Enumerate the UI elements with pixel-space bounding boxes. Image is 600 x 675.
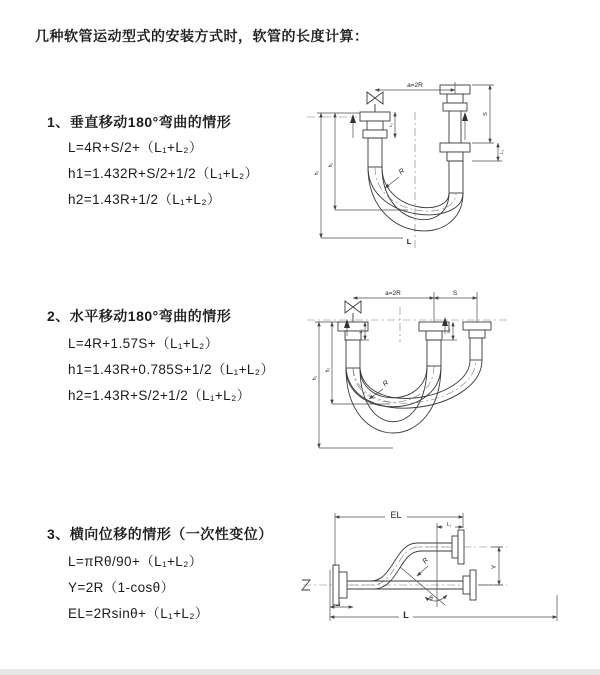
- formula-line: h1=1.43R+0.785S+1/2（L₁+L₂）: [68, 362, 275, 377]
- dim-label-y: Y: [491, 564, 498, 570]
- formula-line: h2=1.43R+S/2+1/2（L₁+L₂）: [68, 388, 251, 403]
- dim-label-l1-left: L₁: [358, 328, 363, 334]
- dim-label-l1-mid: L₁: [446, 328, 451, 334]
- page-title: 几种软管运动型式的安装方式时，软管的长度计算：: [35, 28, 369, 44]
- section-1-heading: 1、垂直移动180°弯曲的情形: [47, 114, 232, 130]
- length-label: L: [403, 610, 409, 620]
- valve-icon: [367, 92, 383, 112]
- dimension-lines: [317, 82, 502, 238]
- hose-curves: [347, 543, 463, 589]
- hose-fittings: [338, 322, 491, 368]
- dimension-lines: [330, 513, 557, 621]
- diagram-vertical-180-bend: [305, 70, 530, 265]
- length-label: L: [406, 237, 412, 246]
- diagram-horizontal-180-bend: [305, 280, 530, 475]
- section-3-heading: 3、横向位移的情形（一次性变位）: [47, 526, 273, 542]
- construction-lines: [400, 523, 447, 607]
- dim-label-h1: h₁: [312, 375, 318, 381]
- formula-line: L=πRθ/90+（L₁+L₂）: [68, 554, 203, 569]
- hose-u-curves: [346, 360, 482, 433]
- dim-label-h2: h₂: [325, 367, 331, 373]
- dim-label-l1-top: L₁: [446, 522, 452, 528]
- formula-line: L=4R+S/2+（L₁+L₂）: [68, 140, 203, 155]
- dim-label-h1: h₁: [314, 170, 320, 176]
- radius-label: R: [381, 379, 391, 389]
- dim-label-s: S: [483, 112, 489, 116]
- theta-label: θ: [429, 595, 433, 602]
- dim-label-l1-left: L₁: [336, 601, 342, 607]
- dimension-labels: [336, 509, 498, 620]
- hose-fittings: [333, 530, 476, 605]
- formula-line: EL=2Rsinθ+（L₁+L₂）: [68, 606, 209, 621]
- scan-edge: [0, 669, 600, 675]
- formula-line: h1=1.432R+S/2+1/2（L₁+L₂）: [68, 166, 259, 181]
- centerlines: [307, 112, 415, 248]
- dim-label-s: S: [452, 290, 458, 297]
- diagram-lateral-displacement: [295, 500, 600, 640]
- dim-label-h2: h₂: [328, 162, 334, 168]
- formula-line: h2=1.43R+1/2（L₁+L₂）: [68, 192, 221, 207]
- dim-label-l1-left: L₁: [388, 122, 393, 128]
- valve-icon: [345, 301, 361, 322]
- dim-label-a2r: a=2R: [385, 290, 401, 297]
- dim-label-l1-right: L₁: [499, 149, 504, 155]
- dim-label-a2r: a=2R: [407, 82, 423, 89]
- formula-line: Y=2R（1-cosθ）: [68, 580, 175, 595]
- dimension-labels: [314, 82, 504, 246]
- radius-label: R: [421, 556, 431, 566]
- dim-label-el: EL: [390, 510, 402, 520]
- radius-label: R: [397, 167, 407, 177]
- dimension-lines: [315, 292, 477, 448]
- formula-line: L=4R+1.57S+（L₁+L₂）: [68, 336, 219, 351]
- section-2-heading: 2、水平移动180°弯曲的情形: [47, 308, 232, 324]
